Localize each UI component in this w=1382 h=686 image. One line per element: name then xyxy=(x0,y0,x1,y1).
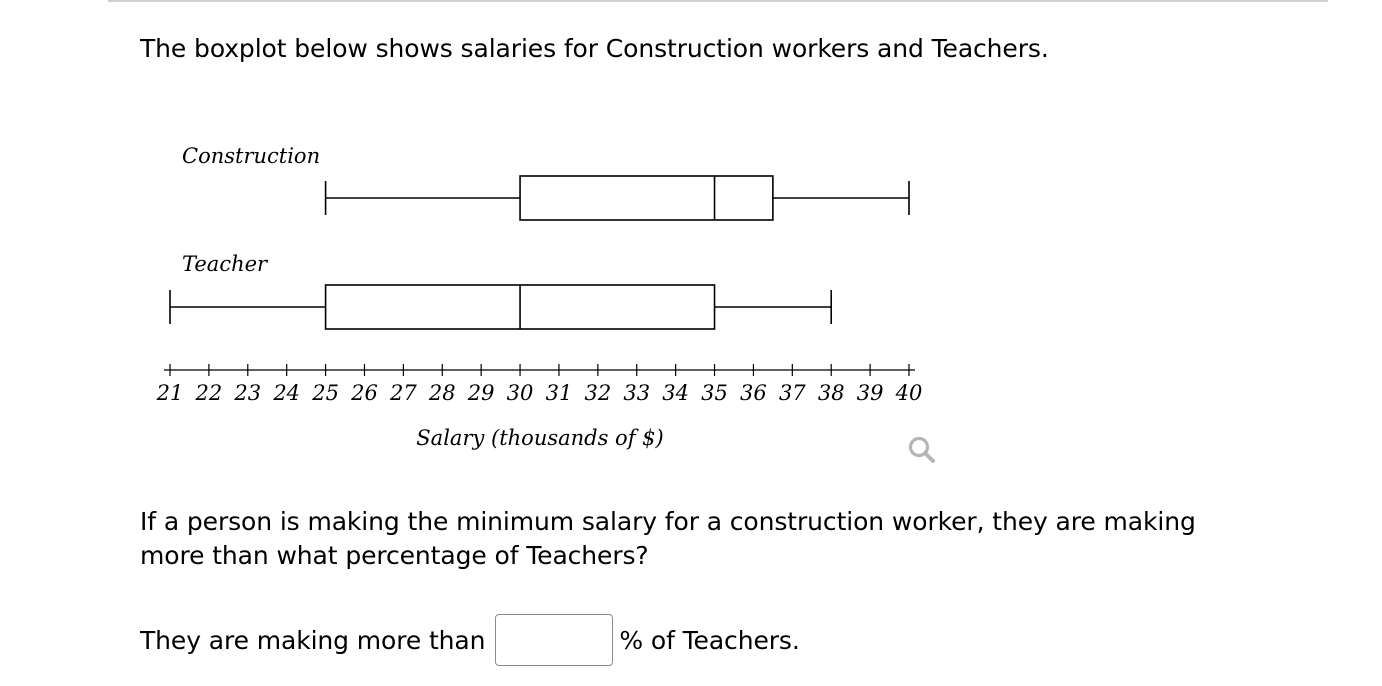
x-axis xyxy=(156,364,923,450)
intro-text: The boxplot below shows salaries for Construction workers and Teachers. xyxy=(140,34,1049,63)
x-tick-label: 36 xyxy=(740,381,767,405)
series-label: Construction xyxy=(182,144,321,168)
x-tick-label: 37 xyxy=(778,381,806,405)
x-tick-label: 34 xyxy=(662,381,689,405)
boxplot-series-teacher xyxy=(170,252,831,329)
x-tick-label: 24 xyxy=(273,381,301,405)
x-tick-label: 28 xyxy=(428,381,456,405)
x-tick-label: 23 xyxy=(234,381,262,405)
x-tick-label: 27 xyxy=(390,381,417,405)
x-tick-label: 40 xyxy=(895,381,923,405)
boxplot-series-construction xyxy=(182,144,909,220)
x-tick-label: 25 xyxy=(312,381,339,405)
answer-prefix: They are making more than xyxy=(140,625,486,655)
percentage-input[interactable] xyxy=(495,614,613,666)
answer-suffix: % of Teachers. xyxy=(619,625,800,655)
x-tick-label: 32 xyxy=(584,381,612,405)
x-tick-label: 29 xyxy=(467,381,495,405)
x-tick-label: 30 xyxy=(506,381,534,405)
x-axis-label: Salary (thousands of $) xyxy=(416,426,664,450)
x-tick-label: 39 xyxy=(856,381,884,405)
x-tick-label: 21 xyxy=(156,381,184,405)
iqr-box xyxy=(520,176,773,220)
question-prompt: If a person is making the minimum salary for a construction worker, they are making more than what percentage of Teachers? xyxy=(140,507,1196,570)
x-tick-label: 22 xyxy=(195,381,223,405)
x-tick-label: 31 xyxy=(545,381,573,405)
x-tick-label: 26 xyxy=(351,381,378,405)
magnifier-icon[interactable] xyxy=(902,430,942,470)
answer-row xyxy=(140,610,800,670)
x-tick-label: 38 xyxy=(817,381,845,405)
series-label: Teacher xyxy=(182,252,268,276)
x-tick-label: 33 xyxy=(623,381,651,405)
x-tick-label: 35 xyxy=(701,381,728,405)
